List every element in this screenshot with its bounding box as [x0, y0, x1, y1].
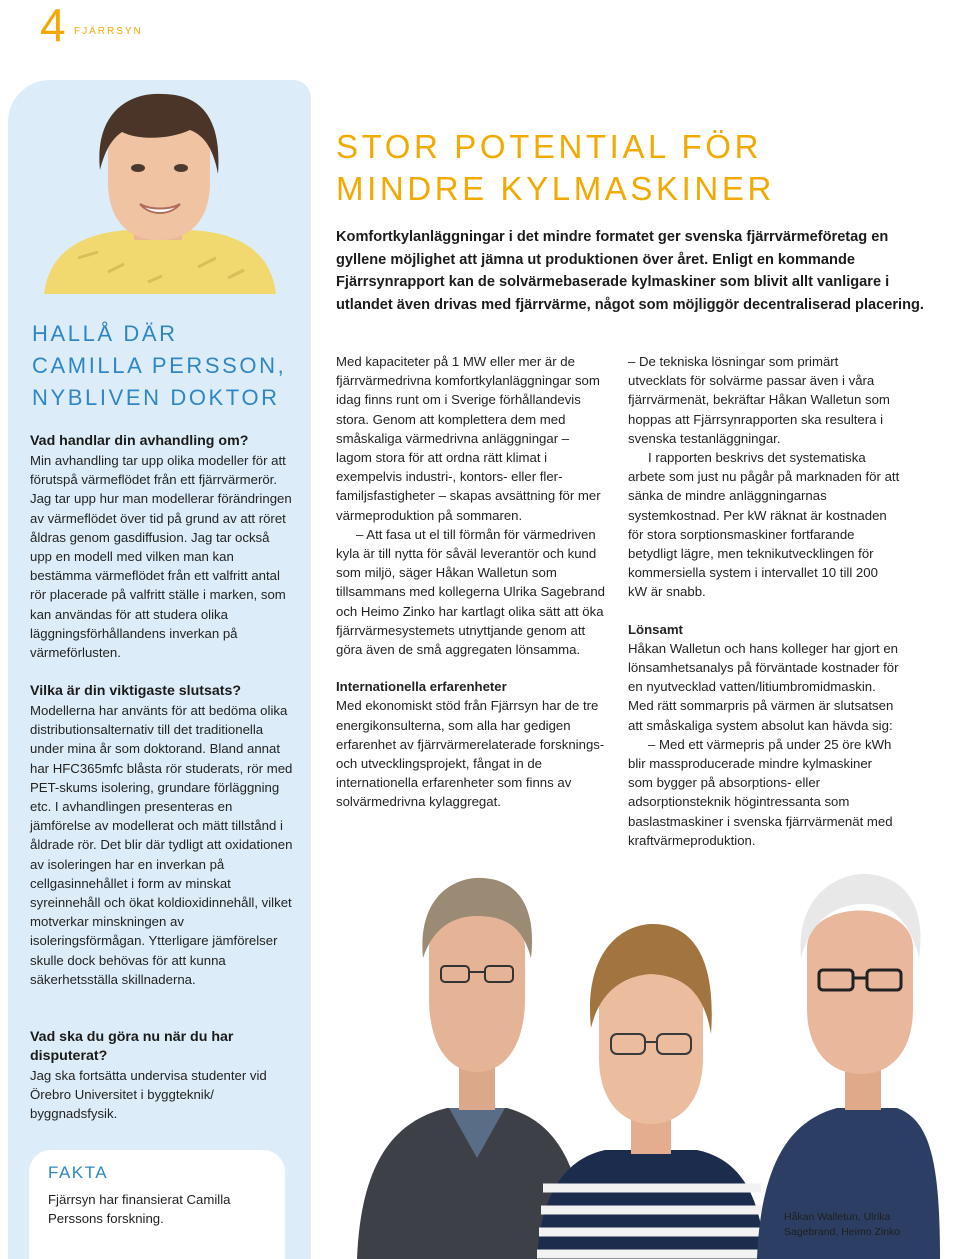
answer: Modellerna har använts för att bedöma olika distributionsalternativ till det traditionella under mina år som doktorand. Bland annat har HFC365mfc blåsta rör studerats, rör med PET-skums isolering, grundare förläggning etc. I avhandlingen presenteras en jämförelse av modellerat och mätt tillstånd i åldrade rör. Det blir där tydligt att oxidationen av isoleringen har en inverkan på cellgasinnehållet i form av minskat syreinnehåll och ökat koldioxidinnehåll, vilket motverkar minskningen av isoleringsförmågan. Ytterligare jämförelser skulle dock behövas för att kunna säkerhetsställa skillnaderna.: [30, 703, 293, 987]
subheading: Lönsamt: [628, 621, 683, 637]
headline-line: STOR POTENTIAL FÖR: [336, 128, 763, 165]
answer: Jag ska fortsätta undervisa studenter vid Örebro Universitet i byggteknik/ byggnadsfysik.: [30, 1068, 267, 1122]
paragraph: I rapporten beskrivs det systematiska arbete som just nu pågår på marknaden för att sänka de mindre anläggningarnas systemkostnad. Per kW räknat är kostnaden för stora sorptionsmaskiner fortfarande betydligt lägre, men teknikutvecklingen för kommersiella system i intervallet 10 till 200 kW är snabb.: [628, 450, 900, 600]
paragraph: Med ekonomiskt stöd från Fjärrsyn har de tre energikonsulterna, som alla har gedigen erfarenhet av fjärrvärmerelaterade forsknings- och utvecklingsprojekt, fångat in de internationella erfarenheter som finns av solvärmedrivna kylaggregat.: [336, 698, 605, 810]
paragraph: – De tekniska lösningar som primärt utvecklats för solvärme passar även i våra fjärrvärmenät, bekräftar Håkan Walletun som hoppas att Fjärrsynrapporten ska resultera i svenska testanläggningar.: [628, 354, 890, 446]
portrait-photo: [38, 82, 280, 294]
interview-title: [32, 318, 302, 414]
article-lead: Komfortkylanläggningar i det mindre formatet ger svenska fjärrvärmeföretag en gyllene möjlighet att jämna ut produktionen över året. Enligt en kommande Fjärrsynrapport kan de solvärmebaserade kylmaskiner som blivit allt vanligare i utlandet även drivas med fjärrvärme, något som möjliggör decentraliserad placering.: [336, 229, 924, 313]
page-number: 4: [40, 0, 66, 51]
paragraph: Med kapaciteter på 1 MW eller mer är de fjärrvärmedrivna komfortkylanläggningar som idag finns runt om i Sverige förhållandevis stora. Genom att komplettera dem med småskaliga värmedrivna anläggningar – lagom stora för att ordna rätt klimat i exempelvis industri-, kontors- eller flerfamiljsfastigheter – skapas avsättning för mer värmeproduktion på sommaren.: [336, 354, 601, 523]
question: Vad ska du göra nu när du har disputerat?: [30, 1029, 234, 1064]
article-headline: [336, 126, 936, 210]
group-photo: [337, 858, 940, 1259]
fakta-title: FAKTA: [48, 1163, 109, 1182]
interview-title-line: HALLÅ DÄR: [32, 321, 178, 346]
interview-block-1: [30, 432, 295, 662]
interview-title-line: NYBLIVEN DOKTOR: [32, 385, 280, 410]
section-label: FJÄRRSYN: [74, 26, 143, 37]
paragraph: Håkan Walletun och hans kolleger har gjort en lönsamhetsanalys på förväntade kostnader för en nyutvecklad vatten/litiumbromidmaskin. Med rätt sommarpris på värmen är slutsatsen att småskaliga system absolut kan hävda sig:: [628, 640, 899, 733]
interview-block-2: [30, 682, 295, 989]
article-column-2: [628, 352, 900, 850]
interview-block-3: [30, 1028, 295, 1124]
paragraph: – Med ett värmepris på under 25 öre kWh blir massproducerade mindre kylmaskiner som bygger på absorptions- eller adsorptionsteknik högintressanta som baslastmaskiner i svenska fjärrvärmenät med kraftvärmeproduktion.: [628, 736, 893, 848]
photo-caption: Håkan Walletun, Ulrika Sagebrand, Heimo Zinko: [784, 1211, 901, 1238]
answer: Min avhandling tar upp olika modeller för att förutspå värmeflödet från ett fjärrvärmerör. Jag tar upp hur man modellerar förändringen av värmeflödet över tid på grund av att röret åldras genom gasdiffusion. Jag tar också upp en modell med vilken man kan bestämma värmeflödet från ett valfritt antal rör placerade på valfritt ställe i marken, som kan användas för att studera olika läggningsförhållandens inverkan på värmeförlusten.: [30, 453, 292, 661]
fakta-text: Fjärrsyn har finansierat Camilla Perssons forskning.: [48, 1192, 231, 1226]
article-column-1: [336, 352, 608, 812]
subheading: Internationella erfarenheter: [336, 679, 507, 695]
question: Vilka är din viktigaste slutsats?: [30, 683, 242, 699]
headline-line: MINDRE KYLMASKINER: [336, 170, 775, 207]
interview-title-line: CAMILLA PERSSON,: [32, 353, 287, 378]
paragraph: – Att fasa ut el till förmån för värmedriven kyla är till nytta för såväl leverantör och kund som miljö, säger Håkan Walletun som tillsammans med kollegerna Ulrika Sagebrand och Heimo Zinko har kartlagt olika sätt att öka fjärrvärmesystemets utnyttjande genom att göra även de små aggregaten lönsamma.: [336, 526, 606, 658]
question: Vad handlar din avhandling om?: [30, 433, 249, 449]
